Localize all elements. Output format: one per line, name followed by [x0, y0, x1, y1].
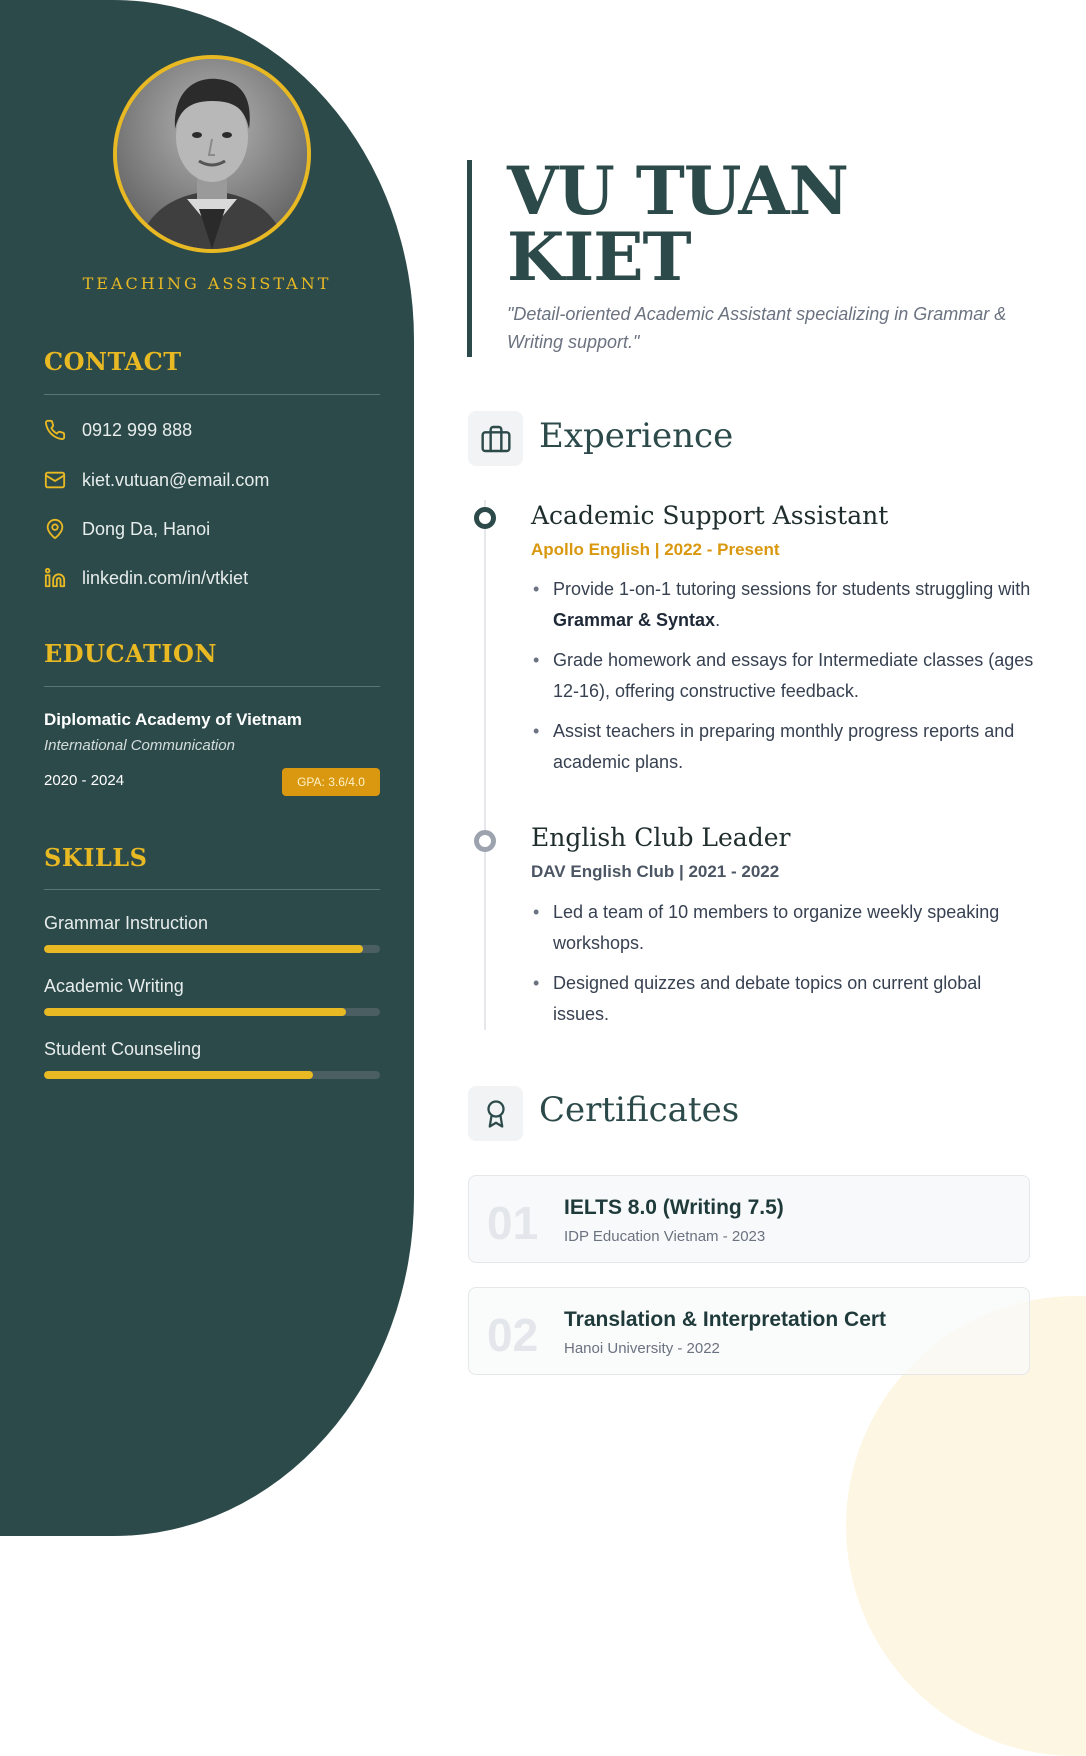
education-major: International Communication	[44, 737, 235, 754]
job-meta: Apollo English | 2022 - Present	[531, 540, 780, 559]
linkedin-icon	[44, 567, 66, 589]
sidebar	[0, 0, 414, 1536]
education-years: 2020 - 2024	[44, 772, 125, 789]
job-meta: DAV English Club | 2021 - 2022	[531, 862, 780, 881]
contact-linkedin-text: linkedin.com/in/vtkiet	[82, 567, 249, 588]
profile-photo-frame	[113, 55, 311, 253]
skill-name: Grammar Instruction	[44, 913, 209, 933]
job-title: Academic Support Assistant	[531, 501, 889, 530]
bullet-item: • Assist teachers in preparing monthly progress reports and academic plans.	[531, 716, 1041, 778]
skill-bar-fill	[44, 1008, 346, 1016]
job-bullets	[531, 897, 1041, 1039]
name-accent-bar	[467, 160, 472, 357]
job-title: English Club Leader	[531, 823, 791, 852]
timeline-dot	[474, 830, 496, 852]
certificate-card	[468, 1287, 1030, 1375]
profile-photo	[117, 59, 307, 249]
full-name	[507, 152, 848, 296]
certificate-issuer: Hanoi University - 2022	[564, 1340, 720, 1357]
contact-linkedin[interactable]	[44, 565, 248, 591]
contact-email-text: kiet.vutuan@email.com	[82, 469, 270, 490]
name-line-1: VU TUAN	[507, 152, 848, 230]
contact-divider	[44, 394, 380, 395]
briefcase-icon	[468, 411, 523, 466]
education-divider	[44, 686, 380, 687]
certificate-name: Translation & Interpretation Cert	[564, 1308, 887, 1331]
education-heading: EDUCATION	[44, 639, 217, 668]
skills-heading: SKILLS	[44, 843, 148, 872]
contact-location-text: Dong Da, Hanoi	[82, 518, 211, 539]
skill-bar-fill	[44, 1071, 313, 1079]
skills-divider	[44, 889, 380, 890]
award-icon	[468, 1086, 523, 1141]
bullet-item: • Designed quizzes and debate topics on current global issues.	[531, 968, 1041, 1030]
job-role: TEACHING ASSISTANT	[82, 274, 332, 293]
contact-phone-text: 0912 999 888	[82, 419, 193, 440]
tagline: "Detail-oriented Academic Assistant specializing in Grammar & Writing support."	[507, 304, 1007, 352]
location-pin-icon	[44, 518, 66, 540]
portrait-image	[117, 59, 307, 249]
certificates-heading: Certificates	[539, 1090, 740, 1130]
certificate-number: 02	[487, 1309, 539, 1361]
skill-bar	[44, 1008, 380, 1016]
job-bullets	[531, 574, 1041, 787]
bullet-item: • Led a team of 10 members to organize weekly speaking workshops.	[531, 897, 1041, 959]
contact-email[interactable]	[44, 467, 269, 493]
experience-heading: Experience	[539, 416, 734, 456]
timeline-dot-current	[474, 507, 496, 529]
mail-icon	[44, 469, 66, 491]
skill-bar	[44, 945, 380, 953]
name-line-2: KIET	[507, 218, 691, 296]
skill-name: Academic Writing	[44, 976, 184, 996]
bullet-item: • Grade homework and essays for Intermediate classes (ages 12-16), offering constructive feedback.	[531, 645, 1041, 707]
skill-bar	[44, 1071, 380, 1079]
contact-location	[44, 516, 210, 542]
contact-heading: CONTACT	[44, 347, 182, 376]
education-school: Diplomatic Academy of Vietnam	[44, 710, 302, 729]
bullet-item: • Provide 1-on-1 tutoring sessions for students struggling with Grammar & Syntax.	[531, 574, 1041, 636]
skill-bar-fill	[44, 945, 363, 953]
certificate-number: 01	[487, 1197, 539, 1249]
phone-icon	[44, 419, 66, 441]
certificate-name: IELTS 8.0 (Writing 7.5)	[564, 1196, 784, 1219]
certificate-issuer: IDP Education Vietnam - 2023	[564, 1228, 766, 1245]
experience-timeline	[484, 500, 486, 1030]
skill-name: Student Counseling	[44, 1039, 202, 1059]
contact-phone[interactable]	[44, 417, 192, 443]
gpa-badge: GPA: 3.6/4.0	[282, 768, 380, 796]
certificate-card	[468, 1175, 1030, 1263]
